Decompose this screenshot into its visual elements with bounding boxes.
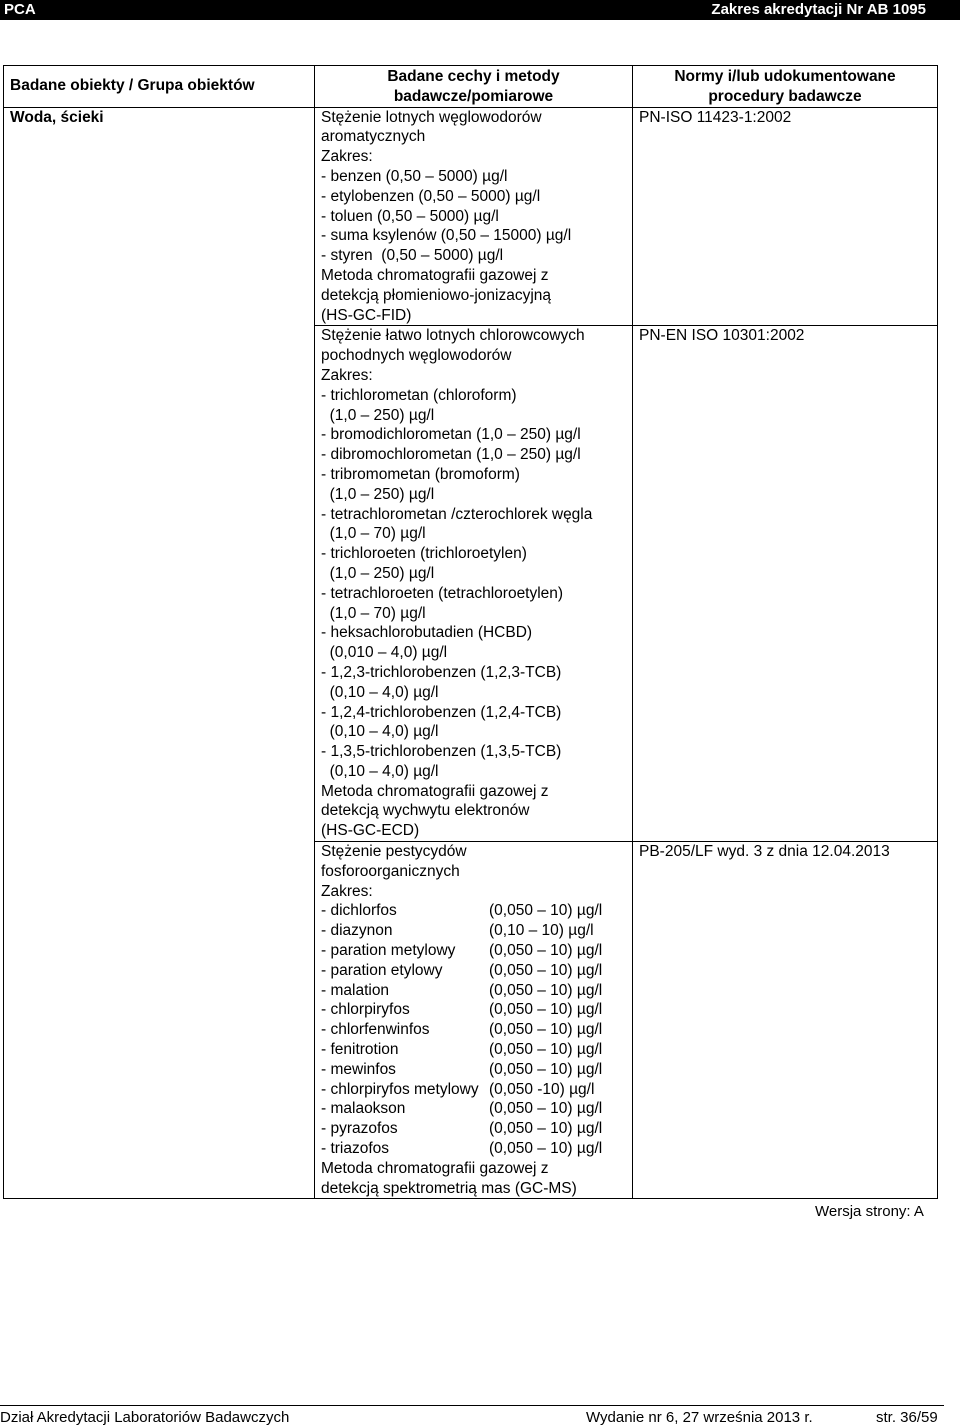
page-version: Wersja strony: A (815, 1203, 924, 1220)
footer-department: Dział Akredytacji Laboratoriów Badawczych (0, 1409, 290, 1426)
method-line: (1,0 – 70) µg/l (321, 525, 426, 543)
method-line: - 1,3,5-trichlorobenzen (1,3,5-TCB) (321, 743, 562, 761)
pesticide-name: - paration metylowy (321, 942, 456, 960)
method-cell-chlorinated (315, 326, 633, 842)
pesticide-entry (321, 981, 632, 1001)
footer-divider (0, 1405, 944, 1406)
pesticide-range: (0,050 – 10) µg/l (489, 961, 603, 979)
pesticide-range: (0,050 – 10) µg/l (489, 1021, 603, 1039)
pesticide-entry (321, 941, 632, 961)
method-line: - heksachlorobutadien (HCBD) (321, 624, 533, 642)
pesticide-entry (321, 921, 632, 941)
method-line: - toluen (0,50 – 5000) µg/l (321, 207, 499, 225)
header-organization: PCA (4, 1, 36, 18)
method-line: Metoda chromatografii gazowej z (321, 266, 549, 284)
pesticide-entry (321, 961, 632, 981)
pesticide-range: (0,050 – 10) µg/l (489, 1140, 603, 1158)
method-line: Zakres: (321, 882, 373, 900)
norm-cell-aromatic: PN-ISO 11423-1:2002 (633, 107, 938, 326)
header-objects: Badane obiekty / Grupa obiektów (4, 66, 315, 108)
pesticide-entry (321, 1080, 632, 1100)
method-line: - tetrachloroeten (tetrachloroetylen) (321, 584, 564, 602)
method-line: aromatycznych (321, 128, 426, 146)
pesticide-name: - chlorpiryfos (321, 1001, 410, 1019)
method-line: (0,10 – 4,0) µg/l (321, 762, 439, 780)
method-cell-aromatic (315, 107, 633, 326)
method-line: - 1,2,4-trichlorobenzen (1,2,4-TCB) (321, 703, 562, 721)
method-line: Zakres: (321, 366, 373, 384)
method-line: (0,10 – 4,0) µg/l (321, 683, 439, 701)
norm-cell-pesticides: PB-205/LF wyd. 3 z dnia 12.04.2013 (633, 842, 938, 1199)
pesticide-name: - malaokson (321, 1100, 406, 1118)
method-line: Stężenie lotnych węglowodorów (321, 108, 542, 126)
method-line: (HS-GC-FID) (321, 306, 412, 324)
document-header (0, 0, 960, 20)
pesticide-name: - paration etylowy (321, 961, 443, 979)
method-line: - trichlorometan (chloroform) (321, 386, 517, 404)
header-norms: Normy i/lub udokumentowane procedury badawcze (633, 66, 938, 108)
pesticide-name: - malation (321, 981, 390, 999)
pesticide-entry (321, 1099, 632, 1119)
method-line: - tribromometan (bromoform) (321, 465, 520, 483)
pesticide-name: - fenitrotion (321, 1041, 399, 1059)
pesticide-range: (0,050 – 10) µg/l (489, 1001, 603, 1019)
method-line: - benzen (0,50 – 5000) µg/l (321, 167, 508, 185)
accreditation-scope-table (3, 65, 938, 1199)
method-line: (1,0 – 250) µg/l (321, 485, 435, 503)
method-line: - bromodichlorometan (1,0 – 250) µg/l (321, 426, 581, 444)
pesticide-name: - dichlorfos (321, 902, 397, 920)
method-line: fosforoorganicznych (321, 862, 460, 880)
method-line: detekcją wychwytu elektronów (321, 802, 530, 820)
pesticide-name: - pyrazofos (321, 1120, 398, 1138)
method-line: - 1,2,3-trichlorobenzen (1,2,3-TCB) (321, 663, 562, 681)
footer-page-number: str. 36/59 (876, 1409, 938, 1426)
pesticide-name: - diazynon (321, 922, 393, 940)
pesticide-range: (0,10 – 10) µg/l (489, 922, 594, 940)
method-line: (1,0 – 70) µg/l (321, 604, 426, 622)
method-line: (HS-GC-ECD) (321, 822, 420, 840)
pesticide-entry (321, 1060, 632, 1080)
method-line: - trichloroeten (trichloroetylen) (321, 545, 527, 563)
method-line: (0,10 – 4,0) µg/l (321, 723, 439, 741)
method-line: (1,0 – 250) µg/l (321, 564, 435, 582)
method-cell-pesticides (315, 842, 633, 1199)
pesticide-entry (321, 1020, 632, 1040)
method-line: Zakres: (321, 148, 373, 166)
pesticide-entry (321, 1040, 632, 1060)
table-row (4, 107, 938, 326)
method-line: - styren (0,50 – 5000) µg/l (321, 247, 504, 265)
table-header-row (4, 66, 938, 108)
pesticide-entry (321, 1000, 632, 1020)
method-line: - tetrachlorometan /czterochlorek węgla (321, 505, 593, 523)
pesticide-range: (0,050 – 10) µg/l (489, 942, 603, 960)
method-line: - suma ksylenów (0,50 – 15000) µg/l (321, 227, 572, 245)
pesticide-range: (0,050 – 10) µg/l (489, 902, 603, 920)
pesticide-name: - mewinfos (321, 1060, 396, 1078)
pesticide-name: - triazofos (321, 1140, 390, 1158)
method-line: Stężenie łatwo lotnych chlorowcowych (321, 327, 585, 345)
method-line: (0,010 – 4,0) µg/l (321, 644, 448, 662)
pesticide-range: (0,050 – 10) µg/l (489, 1100, 603, 1118)
object-cell: Woda, ścieki (4, 107, 315, 1199)
header-accreditation-number: Zakres akredytacji Nr AB 1095 (711, 1, 926, 18)
norm-cell-chlorinated: PN-EN ISO 10301:2002 (633, 326, 938, 842)
method-line: pochodnych węglowodorów (321, 347, 512, 365)
pesticide-range: (0,050 -10) µg/l (489, 1080, 595, 1098)
pesticide-name: - chlorpiryfos metylowy (321, 1080, 479, 1098)
footer-edition: Wydanie nr 6, 27 września 2013 r. (586, 1409, 813, 1426)
method-line: - etylobenzen (0,50 – 5000) µg/l (321, 187, 541, 205)
pesticide-entry (321, 1119, 632, 1139)
pesticide-range: (0,050 – 10) µg/l (489, 1060, 603, 1078)
pesticide-range: (0,050 – 10) µg/l (489, 1041, 603, 1059)
pesticide-entry (321, 1139, 632, 1159)
method-line: Metoda chromatografii gazowej z (321, 1159, 549, 1177)
method-line: Metoda chromatografii gazowej z (321, 782, 549, 800)
pesticide-entry (321, 901, 632, 921)
pesticide-name: - chlorfenwinfos (321, 1021, 430, 1039)
method-line: detekcją spektrometrią mas (GC-MS) (321, 1179, 577, 1197)
method-line: detekcją płomieniowo-jonizacyjną (321, 286, 552, 304)
method-line: - dibromochlorometan (1,0 – 250) µg/l (321, 446, 581, 464)
method-line: Stężenie pestycydów (321, 843, 467, 861)
pesticide-range: (0,050 – 10) µg/l (489, 1120, 603, 1138)
method-line: (1,0 – 250) µg/l (321, 406, 435, 424)
pesticide-range: (0,050 – 10) µg/l (489, 981, 603, 999)
header-methods: Badane cechy i metody badawcze/pomiarowe (315, 66, 633, 108)
